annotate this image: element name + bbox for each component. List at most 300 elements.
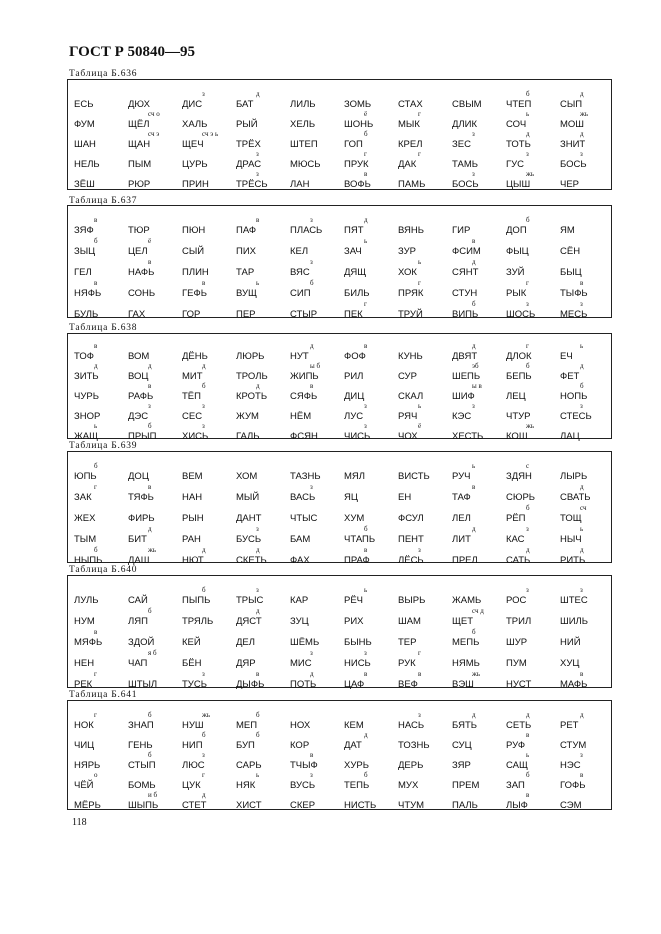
table-row bbox=[68, 422, 611, 442]
word-cell bbox=[74, 300, 128, 320]
pronunciation-mark: с bbox=[526, 462, 530, 470]
pronunciation-mark: ы б bbox=[310, 362, 321, 370]
word-cell bbox=[560, 628, 614, 648]
word-cell bbox=[344, 462, 398, 482]
word-cell bbox=[344, 279, 398, 299]
pronunciation-mark: в bbox=[148, 258, 152, 266]
pronunciation-mark: ы в bbox=[472, 382, 482, 390]
word-cell bbox=[344, 237, 398, 257]
word-text: ХИСЬ bbox=[182, 431, 209, 442]
word-text: РЁЧ bbox=[344, 595, 364, 606]
word-text: ЛЫРЬ bbox=[560, 471, 588, 482]
word-text: НОПЬ bbox=[560, 391, 588, 402]
word-cell bbox=[128, 362, 182, 382]
word-cell bbox=[236, 382, 290, 402]
word-text: БЕПЬ bbox=[506, 371, 532, 382]
pronunciation-mark: в bbox=[202, 279, 206, 287]
word-cell bbox=[74, 279, 128, 299]
word-text: НЫПЬ bbox=[74, 555, 103, 566]
word-cell bbox=[182, 586, 236, 606]
word-text: КОР bbox=[290, 740, 310, 751]
pronunciation-mark: в bbox=[148, 382, 152, 390]
pronunciation-mark: д bbox=[526, 546, 530, 554]
word-text: МУХ bbox=[398, 780, 419, 791]
word-text: НИСТЬ bbox=[344, 800, 377, 811]
word-cell bbox=[506, 170, 560, 190]
word-cell bbox=[128, 731, 182, 751]
word-cell bbox=[344, 342, 398, 362]
word-text: ДЯР bbox=[236, 658, 256, 669]
word-text: МЕП bbox=[236, 720, 258, 731]
word-text: ПРУК bbox=[344, 159, 369, 170]
word-text: ЩЁЛ bbox=[128, 119, 150, 130]
word-text: РИТЬ bbox=[560, 555, 586, 566]
word-text: ДАШ bbox=[128, 555, 150, 566]
word-text: ЛЕЦ bbox=[506, 391, 526, 402]
pronunciation-mark: д bbox=[202, 362, 206, 370]
word-cell bbox=[398, 258, 452, 278]
word-cell bbox=[452, 382, 506, 402]
word-cell bbox=[452, 483, 506, 503]
word-text: ЛЯП bbox=[128, 616, 148, 627]
word-cell bbox=[182, 607, 236, 627]
word-text: ГЕЛ bbox=[74, 267, 92, 278]
word-text: СТЫР bbox=[290, 309, 318, 320]
word-text: ШЁМЬ bbox=[290, 637, 320, 648]
word-text: ВОМ bbox=[128, 351, 150, 362]
word-cell bbox=[344, 628, 398, 648]
word-cell bbox=[290, 90, 344, 110]
pronunciation-mark: ь bbox=[418, 402, 422, 410]
pronunciation-mark: в bbox=[364, 170, 368, 178]
word-text: ПИХ bbox=[236, 246, 256, 257]
word-cell bbox=[560, 170, 614, 190]
pronunciation-mark: эб bbox=[472, 362, 479, 370]
word-text: ШАН bbox=[74, 139, 96, 150]
pronunciation-mark: сч о bbox=[148, 110, 160, 118]
pronunciation-mark: ь bbox=[580, 342, 584, 350]
pronunciation-mark: в bbox=[256, 670, 260, 678]
word-cell bbox=[344, 525, 398, 545]
word-cell bbox=[182, 711, 236, 731]
word-text: НАН bbox=[182, 492, 203, 503]
word-text: ДЛОК bbox=[506, 351, 532, 362]
word-text: БИЛЬ bbox=[344, 288, 370, 299]
word-text: СКАЛ bbox=[398, 391, 424, 402]
word-text: ХЕЛЬ bbox=[290, 119, 316, 130]
word-cell bbox=[398, 525, 452, 545]
word-cell bbox=[182, 462, 236, 482]
word-cell bbox=[452, 628, 506, 648]
word-cell bbox=[398, 300, 452, 320]
pronunciation-mark: д bbox=[256, 546, 260, 554]
word-cell bbox=[398, 771, 452, 791]
pronunciation-mark: д bbox=[580, 90, 584, 98]
word-text: ЧТУР bbox=[506, 411, 531, 422]
word-cell bbox=[344, 751, 398, 771]
word-cell bbox=[290, 362, 344, 382]
word-cell bbox=[74, 382, 128, 402]
word-text: ХОМ bbox=[236, 471, 258, 482]
word-cell bbox=[560, 382, 614, 402]
word-cell bbox=[560, 110, 614, 130]
pronunciation-mark: ё bbox=[364, 110, 368, 118]
word-cell bbox=[452, 462, 506, 482]
word-cell bbox=[236, 586, 290, 606]
pronunciation-mark: б bbox=[526, 216, 530, 224]
word-cell bbox=[74, 607, 128, 627]
word-text: ЖАЩ bbox=[74, 431, 99, 442]
pronunciation-mark: жь bbox=[202, 711, 211, 719]
word-text: НЯРЬ bbox=[74, 760, 101, 771]
word-cell bbox=[506, 150, 560, 170]
word-cell bbox=[506, 342, 560, 362]
word-cell bbox=[74, 362, 128, 382]
word-text: ПРАФ bbox=[344, 555, 370, 566]
word-text: ГЕНЬ bbox=[128, 740, 153, 751]
word-text: ТЮР bbox=[128, 225, 150, 236]
pronunciation-mark: д bbox=[580, 130, 584, 138]
word-text: ЩЕЧ bbox=[182, 139, 204, 150]
pronunciation-mark: з bbox=[202, 751, 205, 759]
word-text: РЫН bbox=[182, 513, 204, 524]
pronunciation-mark: ё bbox=[148, 237, 152, 245]
word-text: СВЫМ bbox=[452, 99, 482, 110]
word-text: ФСУЛ bbox=[398, 513, 424, 524]
word-text: ТЁП bbox=[182, 391, 201, 402]
table-row bbox=[68, 382, 611, 402]
word-text: НЭС bbox=[560, 760, 581, 771]
word-cell bbox=[398, 279, 452, 299]
word-text: ЮПЬ bbox=[74, 471, 97, 482]
word-text: РАН bbox=[182, 534, 201, 545]
table-caption: Таблица Б.641 bbox=[69, 690, 138, 700]
word-text: ТОФ bbox=[74, 351, 94, 362]
word-text: ГОП bbox=[344, 139, 363, 150]
word-text: СЁН bbox=[560, 246, 581, 257]
pronunciation-mark: б bbox=[148, 607, 152, 615]
pronunciation-mark: б bbox=[310, 279, 314, 287]
word-cell bbox=[344, 422, 398, 442]
word-cell bbox=[182, 731, 236, 751]
pronunciation-mark: б bbox=[94, 237, 98, 245]
word-text: ТРУЙ bbox=[398, 309, 423, 320]
table-row bbox=[68, 791, 611, 811]
word-text: ТАЗНЬ bbox=[290, 471, 321, 482]
table-row bbox=[68, 362, 611, 382]
word-cell bbox=[506, 237, 560, 257]
word-cell bbox=[236, 342, 290, 362]
pronunciation-mark: б bbox=[526, 362, 530, 370]
word-text: ЛИТ bbox=[452, 534, 471, 545]
word-cell bbox=[398, 670, 452, 690]
pronunciation-mark: з bbox=[202, 422, 205, 430]
word-cell bbox=[452, 279, 506, 299]
word-text: ЖИПЬ bbox=[290, 371, 319, 382]
word-text: ЗЕС bbox=[452, 139, 471, 150]
word-text: ДОЦ bbox=[128, 471, 149, 482]
word-text: ЛИЛЬ bbox=[290, 99, 316, 110]
word-text: МЯЛ bbox=[344, 471, 366, 482]
word-cell bbox=[506, 586, 560, 606]
word-text: СТАХ bbox=[398, 99, 423, 110]
word-cell bbox=[560, 546, 614, 566]
word-text: ЗДЯН bbox=[506, 471, 532, 482]
pronunciation-mark: г bbox=[94, 711, 97, 719]
word-cell bbox=[74, 525, 128, 545]
word-text: СОНЬ bbox=[128, 288, 156, 299]
pronunciation-mark: з bbox=[256, 525, 259, 533]
word-cell bbox=[452, 586, 506, 606]
table-caption: Таблица Б.637 bbox=[69, 196, 138, 206]
word-cell bbox=[236, 546, 290, 566]
word-text: СЫЙ bbox=[182, 246, 205, 257]
word-cell bbox=[398, 90, 452, 110]
word-text: ШЫПЬ bbox=[128, 800, 159, 811]
word-cell bbox=[182, 483, 236, 503]
word-text: СТУМ bbox=[560, 740, 587, 751]
pronunciation-mark: г bbox=[202, 771, 205, 779]
pronunciation-mark: б bbox=[202, 382, 206, 390]
word-cell bbox=[236, 170, 290, 190]
word-text: ЗЯР bbox=[452, 760, 471, 771]
pronunciation-mark: б bbox=[526, 504, 530, 512]
word-text: ЛЫФ bbox=[506, 800, 528, 811]
word-cell bbox=[236, 670, 290, 690]
word-text: СЯФЬ bbox=[290, 391, 318, 402]
pronunciation-mark: д bbox=[148, 362, 152, 370]
word-cell bbox=[290, 170, 344, 190]
table-row bbox=[68, 525, 611, 545]
table-row bbox=[68, 483, 611, 503]
word-text: РИХ bbox=[344, 616, 364, 627]
word-text: РЮР bbox=[128, 179, 151, 190]
pronunciation-mark: з bbox=[418, 546, 421, 554]
word-text: ТРИЛ bbox=[506, 616, 532, 627]
word-text: ЗЫЦ bbox=[74, 246, 96, 257]
word-cell bbox=[128, 237, 182, 257]
word-cell bbox=[128, 649, 182, 669]
word-table bbox=[67, 79, 612, 190]
word-text: СВАТЬ bbox=[560, 492, 591, 503]
word-text: ЕН bbox=[398, 492, 412, 503]
word-cell bbox=[506, 504, 560, 524]
table-row bbox=[68, 279, 611, 299]
word-text: ЧТАПЬ bbox=[344, 534, 376, 545]
word-cell bbox=[506, 546, 560, 566]
pronunciation-mark: и б bbox=[148, 791, 158, 799]
word-cell bbox=[74, 402, 128, 422]
pronunciation-mark: д bbox=[472, 711, 476, 719]
word-cell bbox=[506, 649, 560, 669]
word-cell bbox=[344, 731, 398, 751]
word-cell bbox=[236, 362, 290, 382]
word-cell bbox=[560, 237, 614, 257]
pronunciation-mark: д bbox=[256, 607, 260, 615]
word-cell bbox=[74, 771, 128, 791]
word-text: СТЕТ bbox=[182, 800, 207, 811]
pronunciation-mark: з bbox=[256, 170, 259, 178]
pronunciation-mark: б bbox=[202, 586, 206, 594]
word-text: БУП bbox=[236, 740, 255, 751]
word-cell bbox=[236, 628, 290, 648]
word-text: ПЫМ bbox=[128, 159, 152, 170]
word-text: БУСЬ bbox=[236, 534, 262, 545]
word-cell bbox=[236, 483, 290, 503]
word-text: ТУСЬ bbox=[182, 679, 207, 690]
word-cell bbox=[128, 670, 182, 690]
word-cell bbox=[182, 771, 236, 791]
word-text: СИП bbox=[290, 288, 311, 299]
word-cell bbox=[182, 130, 236, 150]
word-text: СЕТЬ bbox=[506, 720, 532, 731]
word-text: ХУЦ bbox=[560, 658, 580, 669]
word-cell bbox=[236, 649, 290, 669]
word-text: ТЫМ bbox=[74, 534, 97, 545]
pronunciation-mark: д bbox=[256, 382, 260, 390]
word-text: ЦЕЛ bbox=[128, 246, 148, 257]
pronunciation-mark: д bbox=[94, 362, 98, 370]
word-cell bbox=[74, 216, 128, 236]
table-row bbox=[68, 258, 611, 278]
word-text: САЩ bbox=[506, 760, 528, 771]
table-row bbox=[68, 607, 611, 627]
word-cell bbox=[128, 504, 182, 524]
table-row bbox=[68, 150, 611, 170]
word-text: ВЭШ bbox=[452, 679, 474, 690]
pronunciation-mark: д bbox=[580, 362, 584, 370]
word-cell bbox=[290, 342, 344, 362]
pronunciation-mark: д bbox=[472, 342, 476, 350]
pronunciation-mark: в bbox=[526, 791, 530, 799]
word-cell bbox=[182, 422, 236, 442]
word-cell bbox=[128, 483, 182, 503]
pronunciation-mark: в bbox=[472, 237, 476, 245]
word-cell bbox=[290, 731, 344, 751]
word-text: ШТЫЛ bbox=[128, 679, 158, 690]
word-text: ТЕР bbox=[398, 637, 417, 648]
word-cell bbox=[128, 525, 182, 545]
word-text: ПАЛЬ bbox=[452, 800, 478, 811]
word-cell bbox=[128, 422, 182, 442]
word-cell bbox=[560, 525, 614, 545]
word-text: ПЕР bbox=[236, 309, 256, 320]
pronunciation-mark: жь bbox=[472, 670, 481, 678]
word-text: ШТЕС bbox=[560, 595, 588, 606]
word-text: БЯТЬ bbox=[452, 720, 478, 731]
word-text: ТЯФЬ bbox=[128, 492, 154, 503]
word-cell bbox=[560, 422, 614, 442]
word-text: ЗЁШ bbox=[74, 179, 95, 190]
word-text: ДЯСТ bbox=[236, 616, 262, 627]
word-cell bbox=[452, 649, 506, 669]
word-text: СТЕСЬ bbox=[560, 411, 592, 422]
word-text: ЛЮРЬ bbox=[236, 351, 265, 362]
word-text: РУЧ bbox=[452, 471, 471, 482]
word-cell bbox=[344, 607, 398, 627]
word-text: РЫК bbox=[506, 288, 527, 299]
word-cell bbox=[452, 258, 506, 278]
word-text: ДЯЩ bbox=[344, 267, 367, 278]
word-text: НУМ bbox=[74, 616, 95, 627]
word-text: ЗУР bbox=[398, 246, 417, 257]
word-cell bbox=[344, 130, 398, 150]
pronunciation-mark: б bbox=[526, 90, 530, 98]
word-cell bbox=[290, 279, 344, 299]
word-table bbox=[67, 451, 612, 566]
pronunciation-mark: в bbox=[148, 483, 152, 491]
word-cell bbox=[452, 362, 506, 382]
word-text: СЭМ bbox=[560, 800, 582, 811]
pronunciation-mark: з bbox=[364, 402, 367, 410]
word-cell bbox=[560, 462, 614, 482]
word-text: ЗДОЙ bbox=[128, 637, 155, 648]
word-text: ТОТЬ bbox=[506, 139, 531, 150]
word-cell bbox=[74, 90, 128, 110]
page-number: 118 bbox=[72, 817, 87, 828]
word-text: ФАХ bbox=[290, 555, 310, 566]
word-text: ТРЁСЬ bbox=[236, 179, 268, 190]
word-cell bbox=[398, 649, 452, 669]
pronunciation-mark: ь bbox=[364, 586, 368, 594]
word-text: БИТ bbox=[128, 534, 147, 545]
word-text: МЁРЬ bbox=[74, 800, 101, 811]
word-text: ЗУЙ bbox=[506, 267, 525, 278]
pronunciation-mark: сч bbox=[580, 504, 587, 512]
word-text: ТЕПЬ bbox=[344, 780, 370, 791]
word-cell bbox=[236, 216, 290, 236]
word-cell bbox=[344, 711, 398, 731]
word-text: ЗАК bbox=[74, 492, 92, 503]
word-text: КЕЛ bbox=[290, 246, 309, 257]
word-cell bbox=[182, 258, 236, 278]
word-text: ПАФ bbox=[236, 225, 257, 236]
word-text: СЯНТ bbox=[452, 267, 479, 278]
word-cell bbox=[506, 731, 560, 751]
word-cell bbox=[398, 504, 452, 524]
word-text: ЩАН bbox=[128, 139, 151, 150]
word-cell bbox=[398, 342, 452, 362]
word-cell bbox=[506, 791, 560, 811]
pronunciation-mark: д bbox=[202, 791, 206, 799]
word-text: ХОК bbox=[398, 267, 417, 278]
word-cell bbox=[236, 731, 290, 751]
word-text: МЮСЬ bbox=[290, 159, 321, 170]
table-row bbox=[68, 649, 611, 669]
table-row bbox=[68, 504, 611, 524]
pronunciation-mark: з bbox=[148, 402, 151, 410]
word-cell bbox=[398, 402, 452, 422]
word-cell bbox=[506, 525, 560, 545]
word-cell bbox=[506, 771, 560, 791]
pronunciation-mark: в bbox=[472, 483, 476, 491]
word-cell bbox=[398, 628, 452, 648]
word-text: ТЧЫФ bbox=[290, 760, 318, 771]
pronunciation-mark: в bbox=[310, 382, 314, 390]
word-text: БЁН bbox=[182, 658, 202, 669]
word-cell bbox=[290, 130, 344, 150]
word-text: СКЕТЬ bbox=[236, 555, 267, 566]
word-text: ВАСЬ bbox=[290, 492, 316, 503]
word-cell bbox=[398, 607, 452, 627]
pronunciation-mark: б bbox=[472, 628, 476, 636]
word-cell bbox=[290, 462, 344, 482]
pronunciation-mark: ь bbox=[94, 422, 98, 430]
word-cell bbox=[506, 628, 560, 648]
word-cell bbox=[398, 216, 452, 236]
word-text: ЦЫШ bbox=[506, 179, 531, 190]
word-text: ШИФ bbox=[452, 391, 475, 402]
